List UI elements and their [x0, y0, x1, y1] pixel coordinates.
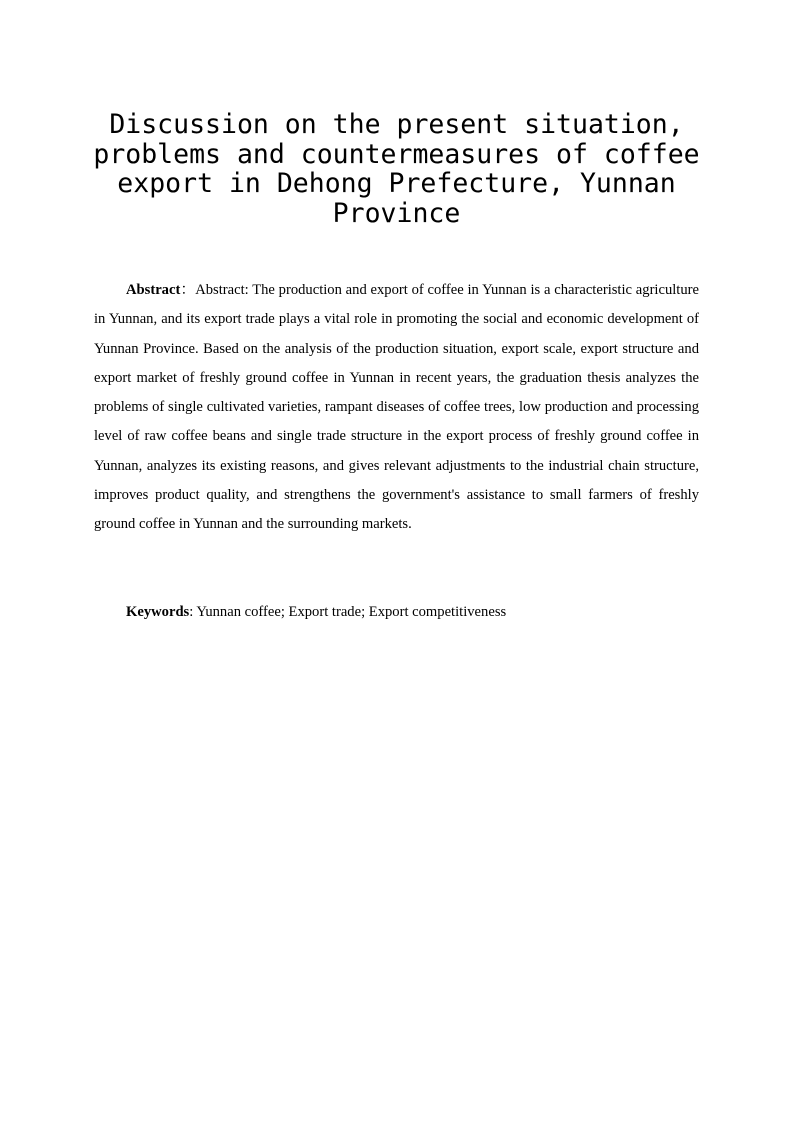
abstract-text: Abstract: The production and export of coffee in Yunnan is a characteristic agriculture in Yunnan, and its export trade plays a vital role in promoting the social and economic development of Yunnan Province. Based on the analysis of the production situation, export scale, export structure and export market of freshly ground coffee in Yunnan in recent years, the graduation thesis analyzes the problems of single cultivated varieties, rampant diseases of coffee trees, low production and processing level of raw coffee beans and single trade structure in the export process of freshly ground coffee in Yunnan, analyzes its existing reasons, and gives relevant adjustments to the industrial chain structure, improves product quality, and strengthens the government's assistance to small farmers of freshly ground coffee in Yunnan and the surrounding markets.	[94, 282, 699, 533]
keywords-paragraph	[94, 598, 699, 627]
keywords-text: Yunnan coffee; Export trade; Export competitiveness	[193, 604, 507, 620]
abstract-label: Abstract	[126, 282, 181, 298]
keywords-separator: :	[189, 604, 194, 620]
abstract-paragraph	[94, 276, 699, 540]
abstract-separator: ：	[180, 282, 196, 298]
paper-title: Discussion on the present situation, problems and countermeasures of coffee export in Dehong Prefecture, Yunnan Province	[93, 109, 700, 229]
keywords-label: Keywords	[126, 604, 190, 620]
